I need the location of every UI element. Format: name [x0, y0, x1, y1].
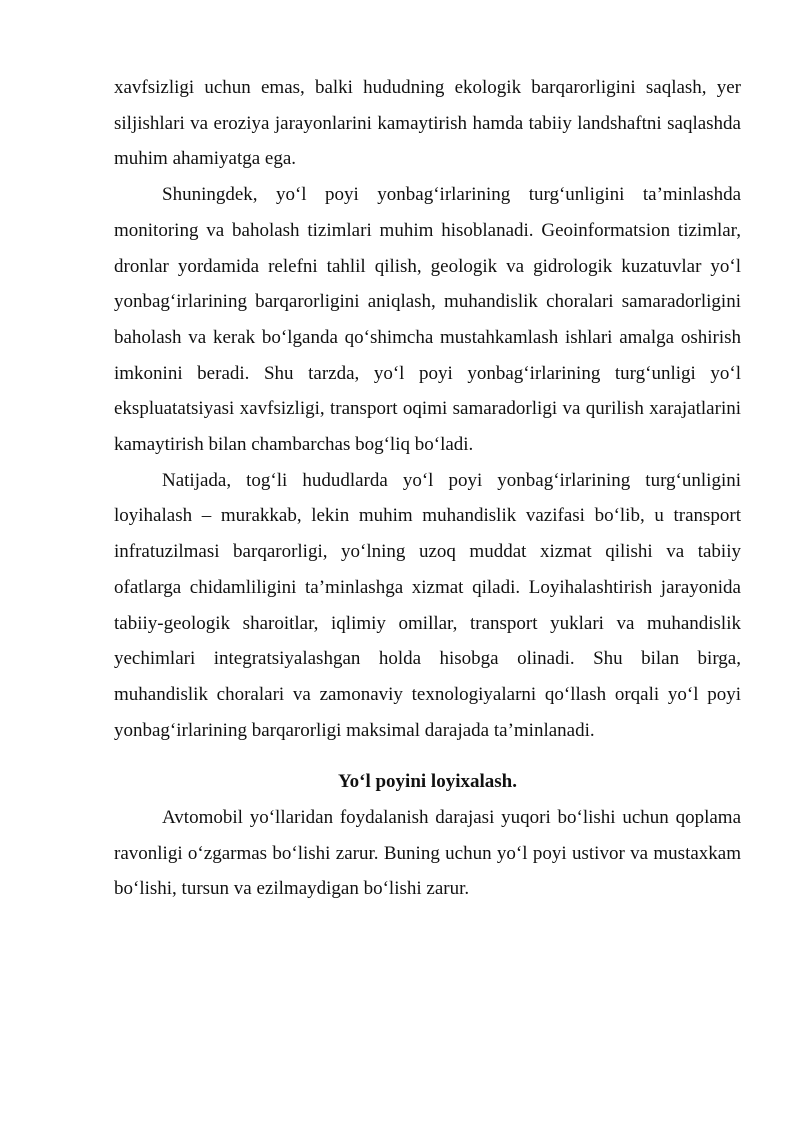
document-page [114, 70, 741, 907]
paragraph-continuation: xavfsizligi uchun emas, balki hududning ekologik barqarorligini saqlash, yer siljishlari va eroziya jarayonlarini kamaytirish hamda tabiiy landshaftni saqlashda muhim ahamiyatga ega. [114, 77, 741, 170]
paragraph-conclusion: Natijada, tog‘li hududlarda yo‘l poyi yonbag‘irlarining turg‘unligini loyihalash – murakkab, lekin muhim muhandislik vazifasi bo‘lib, u transport infratuzilmasi barqarorligi, yo‘lning uzoq muddat xizmat qilishi va tabiiy ofatlarga chidamliligini ta’minlashga xizmat qiladi. Loyihalashtirish jarayonida tabiiy-geologik sharoitlar, iqlimiy omillar, transport yuklari va muhandislik yechimlari integratsiyalashgan holda hisobga olinadi. Shu bilan birga, muhandislik choralari va zamonaviy texnologiyalarni qo‘llash orqali yo‘l poyi yonbag‘irlarining barqarorligi maksimal darajada ta’minlanadi. [114, 469, 741, 741]
section-heading: Yo‘l poyini loyixalash. [338, 771, 517, 793]
paragraph-section-intro: Avtomobil yo‘llaridan foydalanish darajasi yuqori bo‘lishi uchun qoplama ravonligi o‘zgarmas bo‘lishi zarur. Buning uchun yo‘l poyi ustivor va mustaxkam bo‘lishi, tursun va ezilmaydigan bo‘lishi zarur. [114, 807, 741, 900]
paragraph-monitoring: Shuningdek, yo‘l poyi yonbag‘irlarining turg‘unligini ta’minlashda monitoring va baholash tizimlari muhim hisoblanadi. Geoinformatsion tizimlar, dronlar yordamida relefni tahlil qilish, geologik va gidrologik kuzatuvlar yo‘l yonbag‘irlarining barqarorligini aniqlash, muhandislik choralari samaradorligini baholash va kerak bo‘lganda qo‘shimcha mustahkamlash ishlari amalga oshirish imkonini beradi. Shu tarzda, yo‘l poyi yonbag‘irlarining turg‘unligi yo‘l ekspluatatsiyasi xavfsizligi, transport oqimi samaradorligi va qurilish xarajatlarini kamaytirish bilan chambarchas bog‘liq bo‘ladi. [114, 184, 741, 456]
